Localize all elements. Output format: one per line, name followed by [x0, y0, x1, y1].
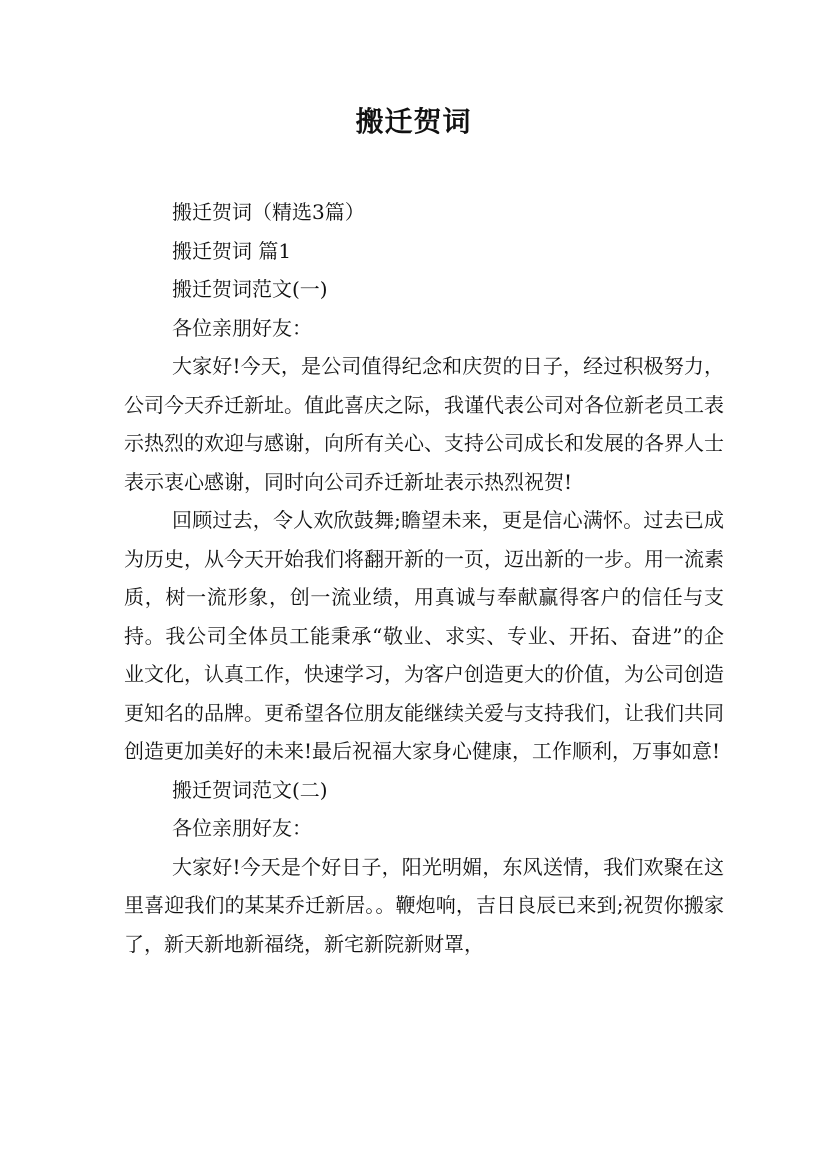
paragraph-body-2: 回顾过去，令人欢欣鼓舞;瞻望未来，更是信心满怀。过去已成为历史，从今天开始我们将翻开新的一页，迈出新的一步。用一流素质，树一流形象，创一流业绩，用真诚与奉献赢得客户的信任与支持。我公司全体员工能秉承“敬业、求实、专业、开拓、奋进”的企业文化，认真工作，快速学习，为客户创造更大的价值，为公司创造更知名的品牌。更希望各位朋友能继续关爱与支持我们，让我们共同创造更加美好的未来!最后祝福大家身心健康，工作顺利，万事如意!: [124, 508, 724, 763]
paragraph-example-heading-2: 搬迁贺词范文(二): [172, 777, 328, 802]
paragraph-body-1: 大家好!今天，是公司值得纪念和庆贺的日子，经过积极努力，公司今天乔迁新址。值此喜庆之际，我谨代表公司对各位新老员工表示热烈的欢迎与感谢，向所有关心、支持公司成长和发展的各界人士表示衷心感谢，同时向公司乔迁新址表示热烈祝贺!: [124, 354, 724, 494]
paragraph-greeting-2: 各位亲朋好友：: [172, 816, 312, 840]
paragraph-collection-heading: 搬迁贺词（精选3篇）: [172, 200, 365, 224]
paragraph-section-heading: 搬迁贺词 篇1: [172, 238, 292, 263]
document-title: 搬迁贺词: [355, 105, 472, 138]
paragraph-greeting-1: 各位亲朋好友：: [172, 315, 312, 340]
document-body: [124, 193, 724, 963]
paragraph-example-heading-1: 搬迁贺词范文(一): [172, 277, 328, 301]
paragraph-body-3: 大家好!今天是个好日子，阳光明媚，东风送情，我们欢聚在这里喜迎我们的某某乔迁新居。。鞭炮响，吉日良辰已来到;祝贺你搬家了，新天新地新福绕，新宅新院新财罩，: [124, 854, 724, 956]
